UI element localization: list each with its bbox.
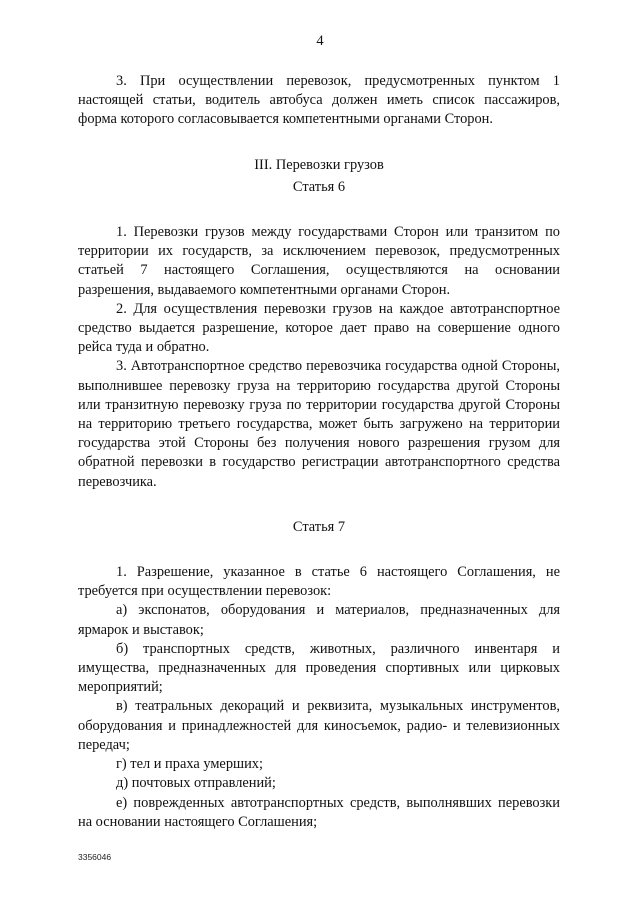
article7-item-a: а) экспонатов, оборудования и материалов, предназначенных для ярмарок и выставок;: [78, 602, 560, 638]
article6-paragraph-1: 1. Перевозки грузов между государствами Сторон или транзитом по территории их государств, за исключением перевозок, предусмотренных статьей 7 настоящего Соглашения, осуществляются на основании разрешения, выдаваемого компетентными органами Сторон.: [78, 224, 560, 298]
article7-item-g: г) тел и праха умерших;: [116, 756, 263, 773]
article7-heading: Статья 7: [292, 518, 346, 535]
article7-item-v: в) театральных декораций и реквизита, музыкальных инструментов, оборудования и принадлежностей для киносъемок, радио- и телевизионных передач;: [78, 698, 560, 753]
document-body: [78, 72, 560, 832]
article7-item-d: д) почтовых отправлений;: [116, 775, 276, 792]
article6-paragraph-2: 2. Для осуществления перевозки грузов на каждое автотранспортное средство выдается разрешение, которое дает право на совершение одного рейса туда и обратно.: [78, 300, 560, 356]
article5-paragraph-3: 3. При осуществлении перевозок, предусмотренных пунктом 1 настоящей статьи, водитель автобуса должен иметь список пассажиров, форма которого согласовывается компетентными органами Сторон.: [78, 73, 560, 128]
article7-paragraph-1: 1. Разрешение, указанное в статье 6 настоящего Соглашения, не требуется при осуществлении перевозок:: [78, 564, 560, 600]
article7-item-e: е) поврежденных автотранспортных средств, выполнявших перевозки на основании настоящего Соглашения;: [78, 794, 560, 830]
page-number: 4: [316, 33, 324, 49]
footer-document-code: 3356046: [78, 852, 112, 862]
section-heading: III. Перевозки грузов: [254, 156, 384, 173]
article6-paragraph-3: 3. Автотранспортное средство перевозчика государства одной Стороны, выполнившее перевозку груза на территорию государства другой Стороны или транзитную перевозку груза по территории государства другой Стороны на территорию третьего государства, может быть загружено на территории государства этой Стороны без получения нового разрешения грузом для обратной перевозки в государство регистрации автотранспортного средства перевозчика.: [78, 358, 560, 490]
article7-item-b: б) транспортных средств, животных, различного инвентаря и имущества, предназначенных для проведения спортивных или цирковых мероприятий;: [78, 640, 560, 696]
article6-heading: Статья 6: [292, 178, 346, 195]
